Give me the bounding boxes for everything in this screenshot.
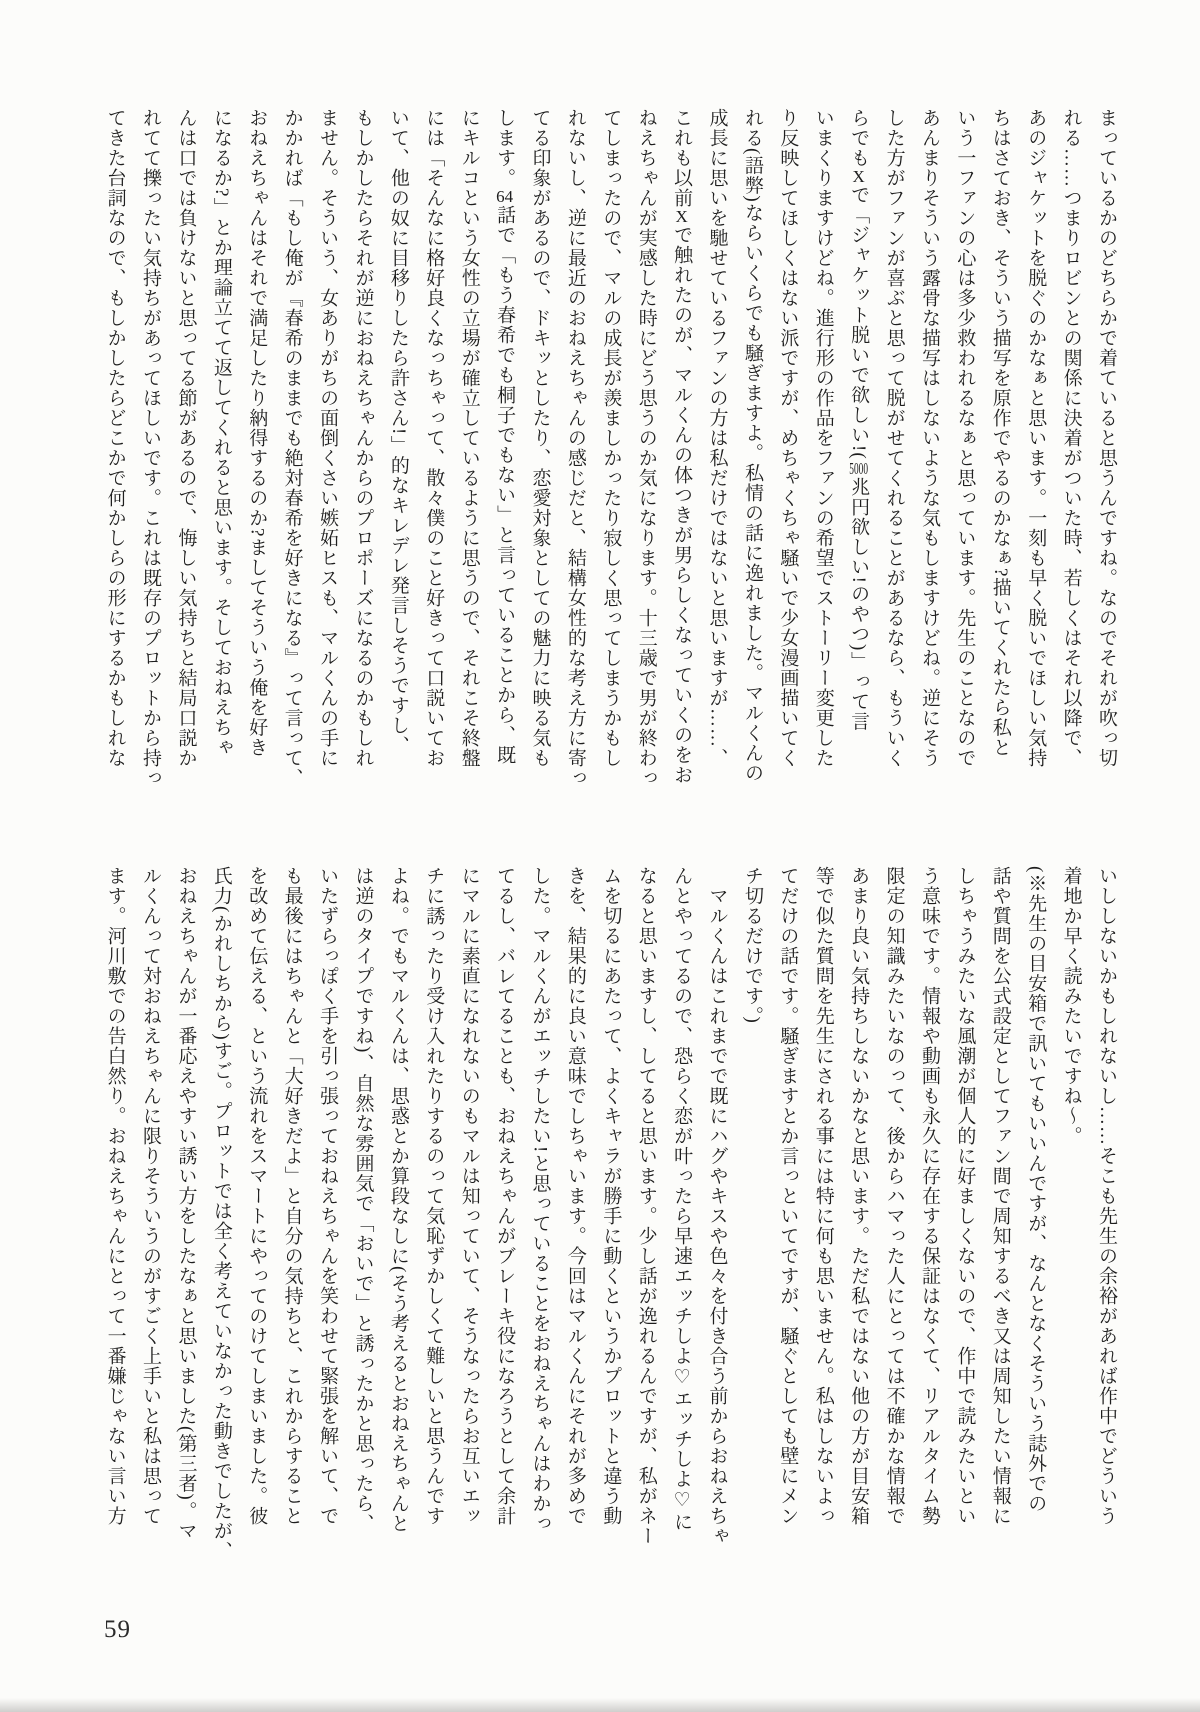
scan-edge-shadow <box>0 1698 1200 1712</box>
text-column: れる(語弊)ならいくらでも騒ぎますよ。私情の話に逸れました。マルくんの <box>741 108 763 783</box>
text-column: 話や質問を公式設定としてファン間で周知するべき又は周知したい情報に <box>989 866 1011 1526</box>
text-column: あんまりそういう露骨な描写はしないような気もしますけどね。逆にそう <box>918 108 940 768</box>
page-number: 59 <box>104 1616 131 1643</box>
text-column: チに誘ったり受け入れたりするのって気恥ずかしくて難しいと思うんです <box>423 866 445 1526</box>
text-column: おねえちゃんはそれで満足したり納得するのか?ましてそういう俺を好き <box>246 108 268 758</box>
text-column: ムを切るにあたって、よくキャラが勝手に動くというかプロットと違う動 <box>600 866 622 1526</box>
text-column: てる印象があるので、ドキッとしたり、恋愛対象としての魅力に映る気も <box>529 108 551 768</box>
text-column: ます。河川敷での告白然り。おねえちゃんにとって一番嫌じゃない言い方 <box>104 866 126 1526</box>
text-column: 成長に思いを馳せているファンの方は私だけではないと思いますが……、 <box>706 108 728 768</box>
text-column: ルくんって対おねえちゃんに限りそういうのがすごく上手いと私は思って <box>140 866 162 1526</box>
text-column: になるか?」とか理論立てて返してくれると思います。そしておねえちゃ <box>210 108 232 758</box>
text-column: あまり良い気持ちしないかなと思います。ただ私ではない他の方が目安箱 <box>848 866 870 1526</box>
text-column: んとやってるので、恐らく恋が叶ったら早速エッチしよ♡エッチしよ♡に <box>671 866 693 1532</box>
text-column: を改めて伝える、という流れをスマートにやってのけてしまいました。彼 <box>246 866 268 1526</box>
text-column: ねえちゃんが実感した時にどう思うのか気になります。十三歳で男が終わっ <box>635 108 657 788</box>
text-column: は逆のタイプですね)、自然な雰囲気で「おいで」と誘ったかと思ったら、 <box>352 866 374 1534</box>
text-column: ちはさておき、そういう描写を原作でやるのかなぁ?描いてくれたら私と <box>989 108 1011 758</box>
text-column: てるし、バレてることも、おねえちゃんがブレーキ役になろうとして余計 <box>494 866 516 1526</box>
text-column: ません。そういう、女ありがちの面倒くさい嫉妬ヒスも、マルくんの手に <box>317 108 339 768</box>
text-column: れないし、逆に最近のおねえちゃんの感じだと、結構女性的な考え方に寄っ <box>564 108 586 788</box>
text-column: にマルに素直になれないのもマルは知っていて、そうなったらお互いエッ <box>458 866 480 1526</box>
text-column: いししないかもしれないし……そこも先生の余裕があれば作中でどういう <box>1096 866 1117 1526</box>
text-column: あのジャケットを脱ぐのかなぁと思います。一刻も早く脱いでほしい気持 <box>1025 108 1047 768</box>
text-column: きを、結果的に良い意味でしちゃいます。今回はマルくんにそれが多めで <box>564 866 586 1526</box>
text-column: なると思いますし、してると思います。少し話が逸れるんですが、私がネー <box>635 866 657 1546</box>
text-column: いて、他の奴に目移りしたら許さん!」的なキレデレ発言しそうですし、 <box>387 108 409 756</box>
text-column: てだけの話です。騒ぎますとか言っといてですが、騒ぐとしても壁にメン <box>777 866 799 1526</box>
text-column: 着地か早く読みたいですね〜。 <box>1060 866 1082 1146</box>
text-column: てしまったので、マルの成長が羨ましかったり寂しく思ってしまうかもし <box>600 108 622 768</box>
text-column: しちゃうみたいな風潮が個人的に好ましくないので、作中で読みたいとい <box>954 866 976 1526</box>
text-column: れる……つまりロビンとの関係に決着がついた時、若しくはそれ以降で、 <box>1060 108 1082 768</box>
text-column: これも以前Xで触れたのが、マルくんの体つきが男らしくなっていくのをお <box>671 108 693 785</box>
text-column: した。マルくんがエッチしたい!と思っていることをおねえちゃんはわかっ <box>529 866 551 1534</box>
text-column: かかれば「もし俺が『春希のままでも絶対春希を好きになる』って言って、 <box>281 108 303 788</box>
text-column: もしかしたらそれが逆におねえちゃんからのプロポーズになるのかもしれ <box>352 108 374 768</box>
text-column: れてて擽ったい気持ちがあってほしいです。これは既存のプロットから持っ <box>140 108 162 788</box>
text-column: り反映してほしくはない派ですが、めちゃくちゃ騒いで少女漫画描いてく <box>777 108 799 768</box>
text-column: う意味です。情報や動画も永久に存在する保証はなくて、リアルタイム勢 <box>918 866 940 1526</box>
text-column: いまくりますけどね。進行形の作品をファンの希望でストーリー変更した <box>812 108 834 768</box>
text-column: いたずらっぽく手を引っ張っておねえちゃんを笑わせて緊張を解いて、で <box>317 866 339 1526</box>
text-column: チ切るだけです。) <box>741 866 763 1024</box>
top-text-block <box>97 108 1124 798</box>
text-column: んは口では負けないと思ってる節があるので、悔しい気持ちと結局口説か <box>175 108 197 768</box>
text-column: おねえちゃんが一番応えやすい誘い方をしたなぁと思いました(第三者)。マ <box>175 866 197 1541</box>
text-column: マルくんはこれまでで既にハグやキスや色々を付き合う前からおねえちゃ <box>706 866 728 1546</box>
text-column: まっているかのどちらかで着ていると思うんですね。なのでそれが吹っ切 <box>1096 108 1117 768</box>
text-column: 氏力(かれしちから)すご。プロットでは全く考えていなかった動きでしたが、 <box>210 866 232 1561</box>
text-column: (※先生の目安箱で訊いてもいいんですが、なんとなくそういう誌外での <box>1025 866 1047 1514</box>
text-column: 限定の知識みたいなのって、後からハマった人にとっては不確かな情報で <box>883 866 905 1526</box>
text-column: も最後にはちゃんと「大好きだよ」と自分の気持ちと、これからすること <box>281 866 303 1526</box>
text-column: にキルコという女性の立場が確立しているように思うので、それこそ終盤 <box>458 108 480 768</box>
text-column: 等で似た質問を先生にされる事には特に何も思いません。私はしないよっ <box>812 866 834 1526</box>
text-column: てきた台詞なので、もしかしたらどこかで何かしらの形にするかもしれな <box>104 108 126 768</box>
text-column: いう一ファンの心は多少救われるなぁと思っています。先生のことなので <box>954 108 976 768</box>
text-column: らでもXで「ジャケット脱いで欲しい!(5000兆円欲しい!のやつ)」って言 <box>848 108 870 732</box>
text-column: します。64話で「もう春希でも桐子でもない」と言っていることから、既 <box>494 108 516 765</box>
text-column: には「そんなに格好良くなっちゃって、散々僕のこと好きって口説いてお <box>423 108 445 768</box>
text-column: した方がファンが喜ぶと思って脱がせてくれることがあるなら、もういく <box>883 108 905 768</box>
bottom-text-block <box>97 866 1124 1561</box>
text-column: よね。でもマルくんは、思惑とか算段なしに(そう考えるとおねえちゃんと <box>387 866 409 1534</box>
